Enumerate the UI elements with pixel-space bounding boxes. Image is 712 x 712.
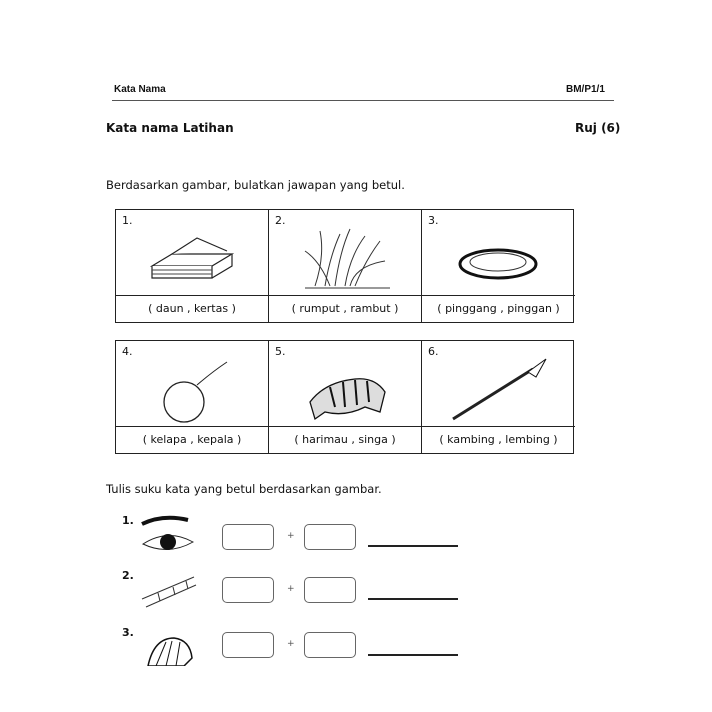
picture-table-1 [115, 209, 574, 323]
spear-image [448, 357, 548, 425]
syllable-box-1[interactable] [222, 577, 274, 603]
paper-stack-image [142, 226, 242, 294]
eye-image [138, 514, 198, 558]
syllable-box-2[interactable] [304, 524, 356, 550]
answer-line[interactable] [368, 598, 458, 600]
instruction-1: Berdasarkan gambar, bulatkan jawapan yang betul. [106, 178, 405, 192]
reference: Ruj (6) [575, 121, 621, 135]
header-right: BM/P1/1 [566, 84, 605, 95]
item-number: 6. [428, 345, 439, 358]
ladder-image [138, 569, 198, 613]
answer-line[interactable] [368, 545, 458, 547]
syllable-box-1[interactable] [222, 524, 274, 550]
plus-sign: + [287, 531, 295, 541]
plus-sign: + [287, 584, 295, 594]
syllable-box-2[interactable] [304, 632, 356, 658]
picture-cell [116, 341, 269, 453]
syllable-box-1[interactable] [222, 632, 274, 658]
picture-cell [269, 341, 422, 453]
picture-cell [422, 341, 575, 453]
answer-choices[interactable]: ( daun , kertas ) [116, 295, 268, 322]
plus-sign: + [287, 639, 295, 649]
answer-choices[interactable]: ( rumput , rambut ) [269, 295, 421, 322]
answer-choices[interactable]: ( kelapa , kepala ) [116, 426, 268, 453]
item-number: 3. [428, 214, 439, 227]
answer-choices[interactable]: ( pinggang , pinggan ) [422, 295, 575, 322]
tiger-image [295, 357, 395, 425]
answer-choices[interactable]: ( harimau , singa ) [269, 426, 421, 453]
item-number: 3. [122, 626, 134, 639]
header-left: Kata Nama [114, 84, 166, 95]
item-number: 2. [122, 569, 134, 582]
picture-cell [269, 210, 422, 322]
item-number: 4. [122, 345, 133, 358]
answer-line[interactable] [368, 654, 458, 656]
header-rule [112, 100, 614, 101]
shell-image [144, 636, 194, 666]
syllable-box-2[interactable] [304, 577, 356, 603]
picture-cell [422, 210, 575, 322]
answer-choices[interactable]: ( kambing , lembing ) [422, 426, 575, 453]
item-number: 2. [275, 214, 286, 227]
coconut-image [142, 357, 242, 425]
picture-cell [116, 210, 269, 322]
plate-image [448, 226, 548, 294]
page-title: Kata nama Latihan [106, 121, 234, 135]
instruction-2: Tulis suku kata yang betul berdasarkan gambar. [106, 482, 382, 496]
item-number: 1. [122, 514, 134, 527]
picture-table-2 [115, 340, 574, 454]
item-number: 5. [275, 345, 286, 358]
grass-image [295, 226, 395, 294]
item-number: 1. [122, 214, 133, 227]
